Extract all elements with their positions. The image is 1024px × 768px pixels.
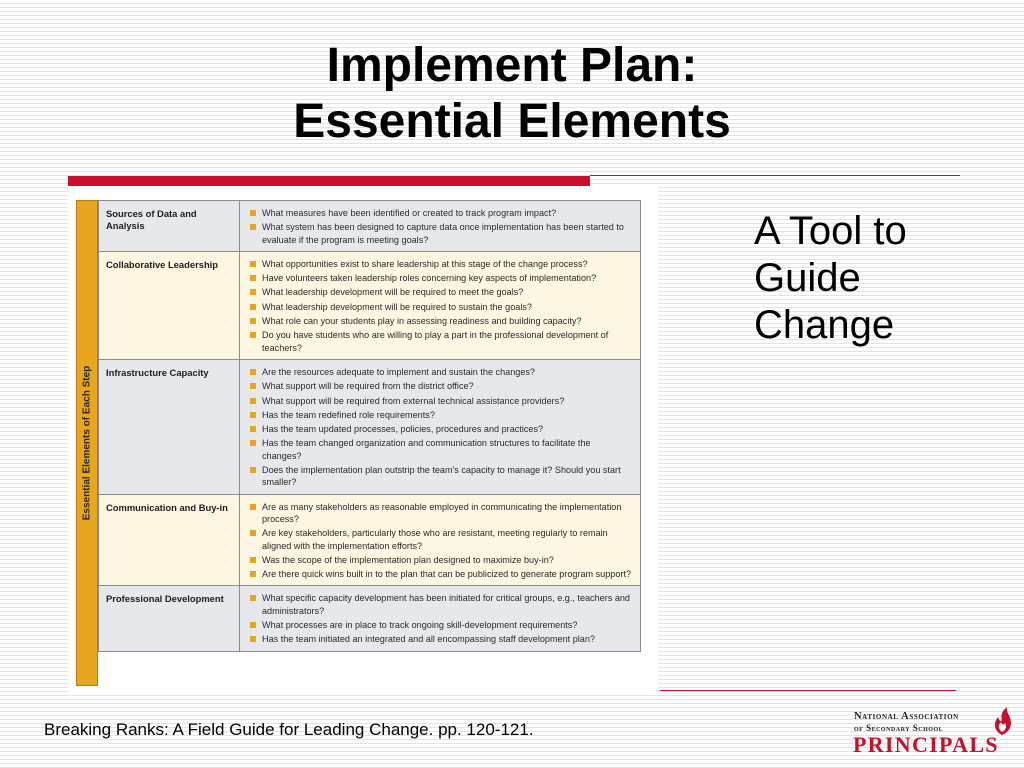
question-item	[250, 554, 632, 566]
row-questions	[240, 201, 640, 251]
square-bullet-icon	[250, 467, 256, 473]
side-label: Essential Elements of Each Step	[81, 365, 93, 521]
question-item	[250, 501, 632, 526]
square-bullet-icon	[250, 383, 256, 389]
square-bullet-icon	[250, 595, 256, 601]
square-bullet-icon	[250, 289, 256, 295]
square-bullet-icon	[250, 571, 256, 577]
elements-table	[98, 200, 641, 652]
question-item	[250, 568, 632, 580]
question-item	[250, 395, 632, 407]
square-bullet-icon	[250, 224, 256, 230]
question-item	[250, 619, 632, 631]
question-text: Has the team initiated an integrated and all encompassing staff development plan?	[262, 634, 595, 645]
row-category: Collaborative Leadership	[99, 252, 240, 359]
thin-divider-bottom	[660, 690, 956, 691]
question-text: Was the scope of the implementation plan designed to maximize buy-in?	[262, 554, 554, 565]
table-row	[99, 360, 640, 495]
square-bullet-icon	[250, 636, 256, 642]
square-bullet-icon	[250, 504, 256, 510]
question-item	[250, 286, 632, 298]
question-text: What processes are in place to track ongoing skill-development requirements?	[262, 620, 578, 631]
square-bullet-icon	[250, 304, 256, 310]
question-text: Has the team changed organization and communication structures to facilitate the changes?	[262, 438, 591, 461]
table-row	[99, 495, 640, 587]
side-caption-line: Change	[754, 303, 895, 347]
question-text: Are as many stakeholders as reasonable employed in communicating the implementation process?	[262, 501, 622, 524]
table-row	[99, 586, 640, 650]
square-bullet-icon	[250, 622, 256, 628]
question-text: Are the resources adequate to implement and sustain the changes?	[262, 366, 535, 377]
row-questions	[240, 252, 640, 359]
square-bullet-icon	[250, 426, 256, 432]
question-text: What role can your students play in assessing readiness and building capacity?	[262, 316, 582, 327]
question-text: Do you have students who are willing to play a part in the professional development of teachers?	[262, 330, 609, 353]
row-category: Sources of Data and Analysis	[99, 201, 240, 251]
question-text: Has the team updated processes, policies, procedures and practices?	[262, 424, 544, 435]
logo-line-2: of Secondary School	[854, 723, 944, 733]
question-item	[250, 315, 632, 327]
thin-divider-top	[590, 175, 960, 176]
row-questions	[240, 360, 640, 494]
question-text: What opportunities exist to share leadership at this stage of the change process?	[262, 258, 588, 269]
row-questions	[240, 586, 640, 650]
square-bullet-icon	[250, 530, 256, 536]
question-item	[250, 423, 632, 435]
square-bullet-icon	[250, 261, 256, 267]
question-item	[250, 272, 632, 284]
question-item	[250, 301, 632, 313]
question-item	[250, 380, 632, 392]
torch-flame-icon	[988, 706, 1016, 736]
square-bullet-icon	[250, 440, 256, 446]
side-caption	[754, 208, 954, 349]
square-bullet-icon	[250, 398, 256, 404]
question-text: What leadership development will be required to meet the goals?	[262, 287, 524, 298]
question-text: Are key stakeholders, particularly those who are resistant, meeting regularly to remain aligned with the implementation efforts?	[262, 528, 608, 551]
question-item	[250, 527, 632, 552]
question-item	[250, 221, 632, 246]
title-line-2: Essential Elements	[293, 95, 731, 148]
red-divider	[68, 176, 590, 186]
side-caption-line: A Tool to	[754, 209, 907, 253]
question-text: What system has been designed to capture data once implementation has been started to evaluate if the program is meeting goals?	[262, 222, 624, 245]
square-bullet-icon	[250, 318, 256, 324]
question-item	[250, 437, 632, 462]
square-bullet-icon	[250, 557, 256, 563]
slide-title	[0, 38, 1024, 150]
citation: Breaking Ranks: A Field Guide for Leading Change. pp. 120-121.	[44, 720, 534, 739]
question-item	[250, 366, 632, 378]
question-item	[250, 329, 632, 354]
question-item	[250, 409, 632, 421]
row-category: Communication and Buy-in	[99, 495, 240, 586]
question-text: Does the implementation plan outstrip the team's capacity to manage it? Should you start smaller?	[262, 465, 621, 488]
side-label-bar	[76, 200, 98, 686]
question-text: Has the team redefined role requirements?	[262, 409, 435, 420]
square-bullet-icon	[250, 275, 256, 281]
square-bullet-icon	[250, 412, 256, 418]
question-text: What support will be required from external technical assistance providers?	[262, 395, 565, 406]
logo-line-3: PRINCIPALS	[853, 732, 999, 757]
question-text: What measures have been identified or created to track program impact?	[262, 208, 557, 218]
question-text: Have volunteers taken leadership roles concerning key aspects of implementation?	[262, 273, 597, 284]
question-item	[250, 258, 632, 270]
title-line-1: Implement Plan:	[326, 39, 698, 92]
row-questions	[240, 495, 640, 586]
table-row	[99, 201, 640, 252]
side-caption-line: Guide	[754, 256, 861, 300]
question-item	[250, 592, 632, 617]
square-bullet-icon	[250, 210, 256, 216]
question-text: What leadership development will be required to sustain the goals?	[262, 301, 532, 312]
question-text: What support will be required from the district office?	[262, 381, 474, 392]
question-item	[250, 207, 632, 219]
square-bullet-icon	[250, 369, 256, 375]
square-bullet-icon	[250, 332, 256, 338]
logo-line-1: National Association	[854, 711, 959, 722]
question-item	[250, 633, 632, 645]
question-text: Are there quick wins built in to the plan that can be publicized to generate program support?	[262, 569, 632, 580]
row-category: Infrastructure Capacity	[99, 360, 240, 494]
question-text: What specific capacity development has been initiated for critical groups, e.g., teachers and administrators?	[262, 593, 630, 616]
question-item	[250, 464, 632, 489]
table-row	[99, 252, 640, 360]
nassp-logo	[850, 708, 1020, 758]
essential-elements-table-image	[68, 186, 658, 692]
row-category: Professional Development	[99, 586, 240, 650]
